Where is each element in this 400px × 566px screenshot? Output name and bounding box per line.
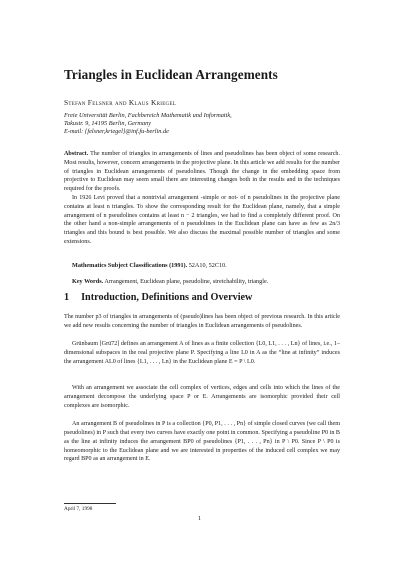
body-paragraph-1: The number p3 of triangles in arrangements of (pseudo)lines has been object of previous research. In this article we add new results concerning the number of triangles in Euclidean arrangements of pseudolines. <box>64 314 340 329</box>
author-names: Stefan Felsner and Klaus Kriegel <box>64 98 177 107</box>
abstract-text: The number of triangles in arrangements of lines and pseudolines has been object of some research. Most results, however, concern arrangements in the projective plane. In this article we add results for the number of triangles in Euclidean arrangements of pseudolines. Though the change in the embedding space from projective to Euclidean may seem small there are interesting changes both in the results and in the techniques required for the proofs. <box>64 151 340 193</box>
footnote-date: April 7, 1998 <box>64 506 93 512</box>
msc-line <box>72 262 227 269</box>
paper-page <box>64 0 340 566</box>
keywords-label: Key Words. <box>72 278 104 285</box>
section-title: Introduction, Definitions and Overview <box>81 292 253 303</box>
abstract <box>64 150 340 194</box>
affiliation-line-1: Freie Universität Berlin, Fachbereich Mathematik und Informatik, <box>64 112 232 119</box>
keywords-value: Arrangement, Euclidean plane, pseudoline, stretchability, triangle. <box>104 278 269 285</box>
body-paragraph-2: Grünbaum [Grü72] defines an arrangement A of lines as a finite collection {L0, L1, . . . , Ln} of lines, i.e., 1–dimensional subspaces in the real projective plane P. Specifying a line L0 in A as the “line at infinity” induces the arrangement AL0 of lines {L1, . . . , Ln} in the Euclidean plane E = P \ L0. <box>64 341 340 365</box>
footnote-rule <box>64 503 116 504</box>
abstract-label: Abstract. <box>64 151 89 157</box>
msc-value: 52A10, 52C10. <box>188 262 227 269</box>
paper-title: Triangles in Euclidean Arrangements <box>64 67 278 82</box>
page-number: 1 <box>198 515 202 522</box>
section-heading <box>64 292 252 303</box>
abstract-paragraph-2: In 1926 Levi proved that a nontrivial arrangement -simple or not- of n pseudolines in the projective plane contains at least n triangles. To show the corresponding result for the Euclidean plane, namely, that a simple arrangement of n pseudolines contains at least n − 2 triangles, we had to find a completely different proof. On the other hand a non-simple arrangements of n pseudolines in the Euclidean plane can have as few as 2n/3 triangles and this bound is best possible. We also discuss the maximal possible number of triangles and some extensions. <box>64 195 340 245</box>
section-number: 1 <box>64 292 70 303</box>
body-paragraph-3: With an arrangement we associate the cell complex of vertices, edges and cells into which the lines of the arrangement decompose the underlying space P or E. Arrangements are isomorphic provided their cell complexes are isomorphic. <box>64 385 340 409</box>
affiliation-line-2: Takustr. 9, 14195 Berlin, Germany <box>64 120 152 127</box>
keywords-line <box>72 278 268 285</box>
msc-label: Mathematics Subject Classifications (1991). <box>72 262 188 269</box>
affiliation-email: E-mail: {felsner,kriegel}@inf.fu-berlin.de <box>64 128 169 135</box>
body-paragraph-4: An arrangement B of pseudolines in P is a collection {P0, P1, . . . , Pn} of simple closed curves (we call them pseudolines) in P such that every two curves have exactly one point in common. Specifying a pseudoline P0 in B as the line at infinity induces the arrangement BP0 of pseudolines {P1, . . . , Pn} in P \ P0. Since P \ P0 is homeomorphic to the Euclidean plane and we are interested in properties of the induced cell complex we may regard BP0 as an arrangement in E. <box>64 421 340 463</box>
